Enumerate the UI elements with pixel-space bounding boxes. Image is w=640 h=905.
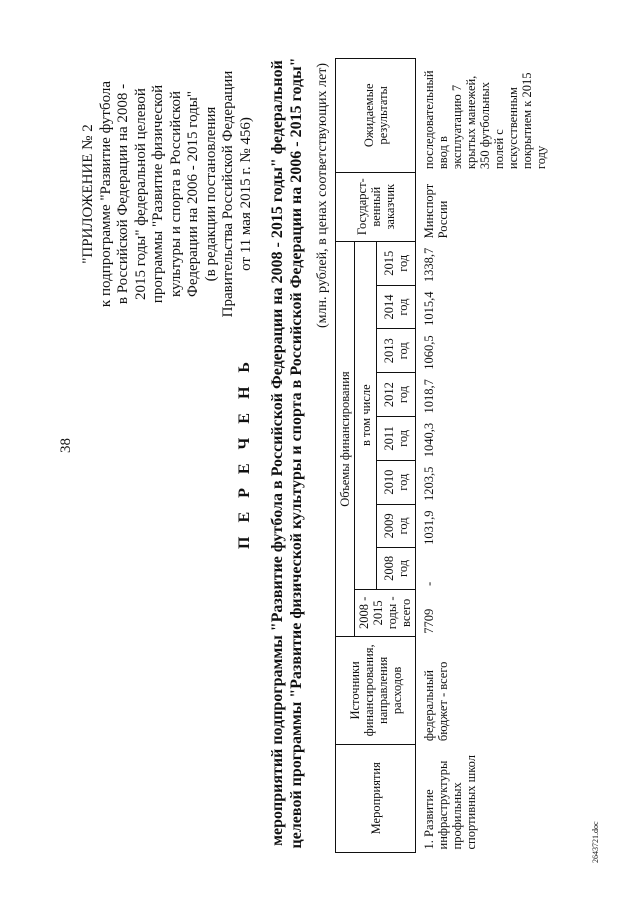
- header-total: 2008 - 2015 годы - всего: [355, 589, 416, 637]
- cell-year-value: 1031,9: [422, 509, 436, 545]
- appendix-header: [80, 29, 255, 359]
- appendix-line: 2015 годы" федеральной целевой: [132, 87, 149, 300]
- appendix-line: (в редакции постановления: [202, 106, 219, 281]
- document-title: П Е Р Е Ч Е Н Ь: [236, 356, 253, 549]
- cell-year-value: 1018,7: [422, 378, 436, 413]
- header-including: в том числе: [355, 241, 377, 589]
- appendix-line: Правительства Российской Федерации: [220, 70, 236, 317]
- header-year: 2014 год: [377, 285, 416, 329]
- header-measures: Мероприятия: [336, 744, 416, 852]
- header-year: 2015 год: [377, 241, 416, 285]
- table-row: [416, 58, 555, 852]
- header-results: Ожидаемые результаты: [336, 58, 416, 172]
- header-year: 2011 год: [377, 416, 416, 460]
- appendix-line: Федерации на 2006 - 2015 годы": [185, 90, 201, 297]
- header-year: 2012 год: [377, 372, 416, 416]
- header-sources: Источники финансирования, направления расходов: [336, 636, 416, 743]
- cell-total: 7709: [422, 608, 436, 634]
- header-volumes: Объемы финансирования: [336, 241, 355, 636]
- rotated-document-page: [30, 23, 610, 883]
- appendix-line: программы "Развитие физической: [150, 84, 166, 303]
- document-subtitle-line: мероприятий подпрограммы "Развитие футбола в Российской Федерации на 2008 - 2015 годы" федеральной: [269, 59, 286, 846]
- appendix-line: "ПРИЛОЖЕНИЕ № 2: [80, 123, 96, 264]
- units-note: (млн. рублей, в ценах соответствующих лет): [315, 62, 330, 328]
- appendix-line: в Российской Федерации на 2008 -: [115, 83, 131, 304]
- file-footnote: 2643721.doc: [591, 820, 600, 863]
- appendix-line: к подпрограмме "Развитие футбола: [97, 80, 114, 307]
- cell-year-value: 1203,5: [422, 466, 436, 501]
- header-year: 2008 год: [377, 547, 416, 588]
- page-number: 38: [58, 437, 74, 453]
- cell-year-value: -: [422, 581, 436, 586]
- cell-source: федеральный бюджет - всего: [422, 661, 450, 741]
- appendix-line: культуры и спорта в Российской: [167, 90, 184, 297]
- header-year: 2009 год: [377, 504, 416, 548]
- cell-year-value: 1040,3: [422, 422, 436, 457]
- header-customer: Государст-венный заказчик: [336, 172, 416, 241]
- appendix-line: от 11 мая 2015 г. № 456): [237, 116, 254, 271]
- cell-year-value: 1060,5: [422, 334, 436, 370]
- cell-measure: 1. Развитие инфраструктуры профильных спортивных школ: [422, 754, 478, 849]
- document-subtitle-line: целевой программы "Развитие физической культуры и спорта в Российской Федерации на 2006 - 2015 годы": [288, 57, 305, 848]
- header-row: [336, 58, 355, 852]
- header-year: 2013 год: [377, 328, 416, 372]
- header-year: 2010 год: [377, 460, 416, 504]
- cell-result: последовательный ввод в эксплуатацию 7 крытых манежей, 350 футбольных полей с искусственным покрытием к 2015 году: [422, 69, 548, 169]
- cell-year-value: 1338,7: [422, 247, 436, 282]
- cell-customer: Минспорт России: [422, 183, 450, 238]
- cell-year-value: 1015,4: [422, 291, 436, 326]
- financing-table: [335, 58, 554, 853]
- title-block: [236, 23, 306, 883]
